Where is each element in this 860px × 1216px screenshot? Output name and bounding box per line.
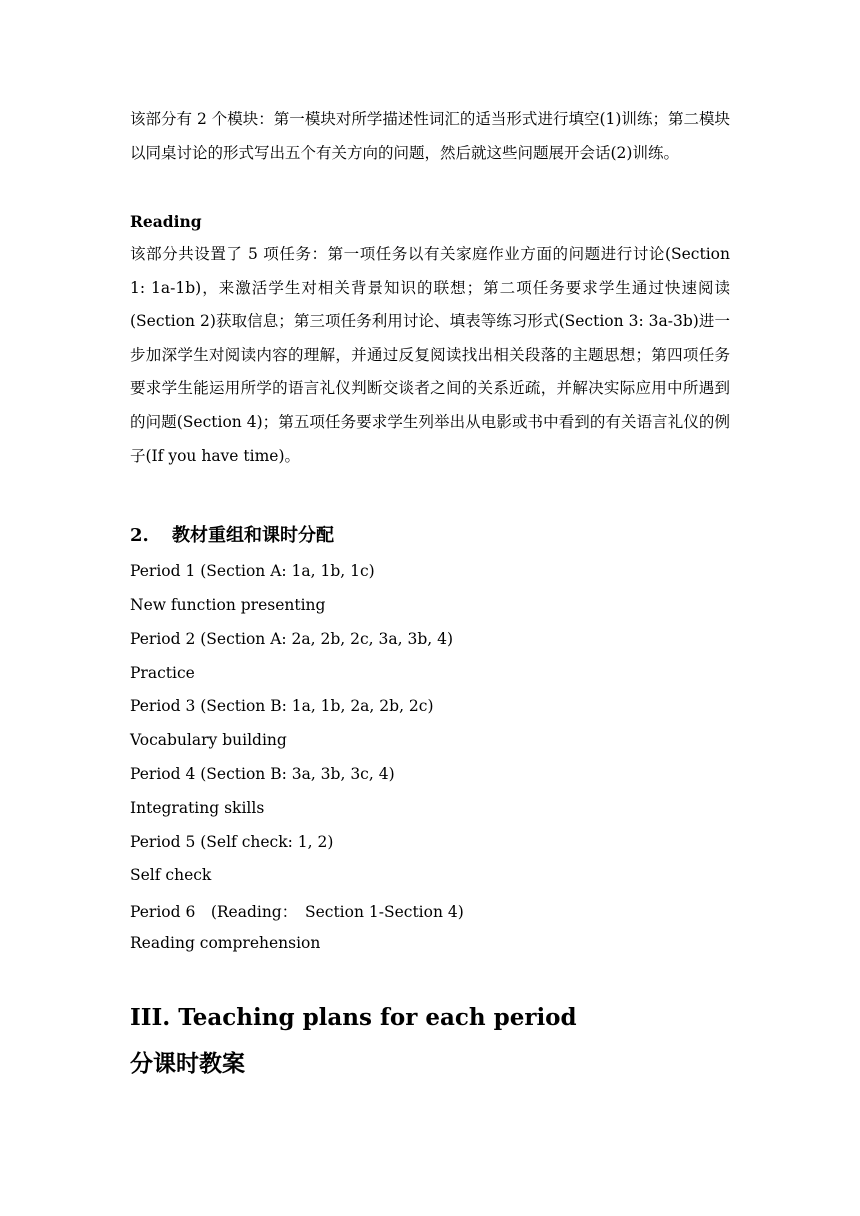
period-2-line: Period 2 (Section A: 2a, 2b, 2c, 3a, 3b, 4) (130, 630, 454, 648)
reading-paragraph: 该部分共设置了 5 项任务：第一项任务以有关家庭作业方面的问题进行讨论(Section 1: 1a-1b)，来激活学生对相关背景知识的联想；第二项任务要求学生通过快速阅读(Section 2)获取信息；第三项任务利用讨论、填表等练习形式(Section 3: 3a-3b)进一步加深学生对阅读内容的理解，并通过反复阅读找出相关段落的主题思想；第四项任务要求学生能运用所学的语言礼仪判断交谈者之间的关系近疏，并解决实际应用中所遇到的问题(Section 4)；第五项任务要求学生列举出从电影或书中看到的有关语言礼仪的例子(If you have time)。 (130, 245, 730, 465)
period-3-focus: Vocabulary building (130, 731, 287, 749)
period-3-line: Period 3 (Section B: 1a, 1b, 2a, 2b, 2c) (130, 697, 434, 715)
period-4-focus: Integrating skills (130, 799, 265, 817)
period-1-focus: New function presenting (130, 596, 326, 614)
section3-title-en: III. Teaching plans for each period (130, 1004, 577, 1031)
period-1-line: Period 1 (Section A: 1a, 1b, 1c) (130, 562, 375, 580)
section2-title: 教材重组和课时分配 (172, 525, 334, 546)
intro-paragraph: 该部分有 2 个模块：第一模块对所学描述性词汇的适当形式进行填空(1)训练；第二模块以同桌讨论的形式写出五个有关方向的问题，然后就这些问题展开会话(2)训练。 (130, 110, 730, 162)
reading-heading: Reading (130, 212, 202, 231)
period-5-focus: Self check (130, 866, 212, 884)
section3-title-zh: 分课时教案 (130, 1050, 245, 1077)
period-6-focus: Reading comprehension (130, 934, 321, 952)
period-5-line: Period 5 (Self check: 1, 2) (130, 833, 334, 851)
period-6-line: Period 6 (Reading： Section 1-Section 4) (130, 903, 464, 921)
period-4-line: Period 4 (Section B: 3a, 3b, 3c, 4) (130, 765, 395, 783)
section2-heading (130, 521, 334, 547)
section2-number: 2. (130, 525, 149, 546)
period-2-focus: Practice (130, 664, 195, 682)
